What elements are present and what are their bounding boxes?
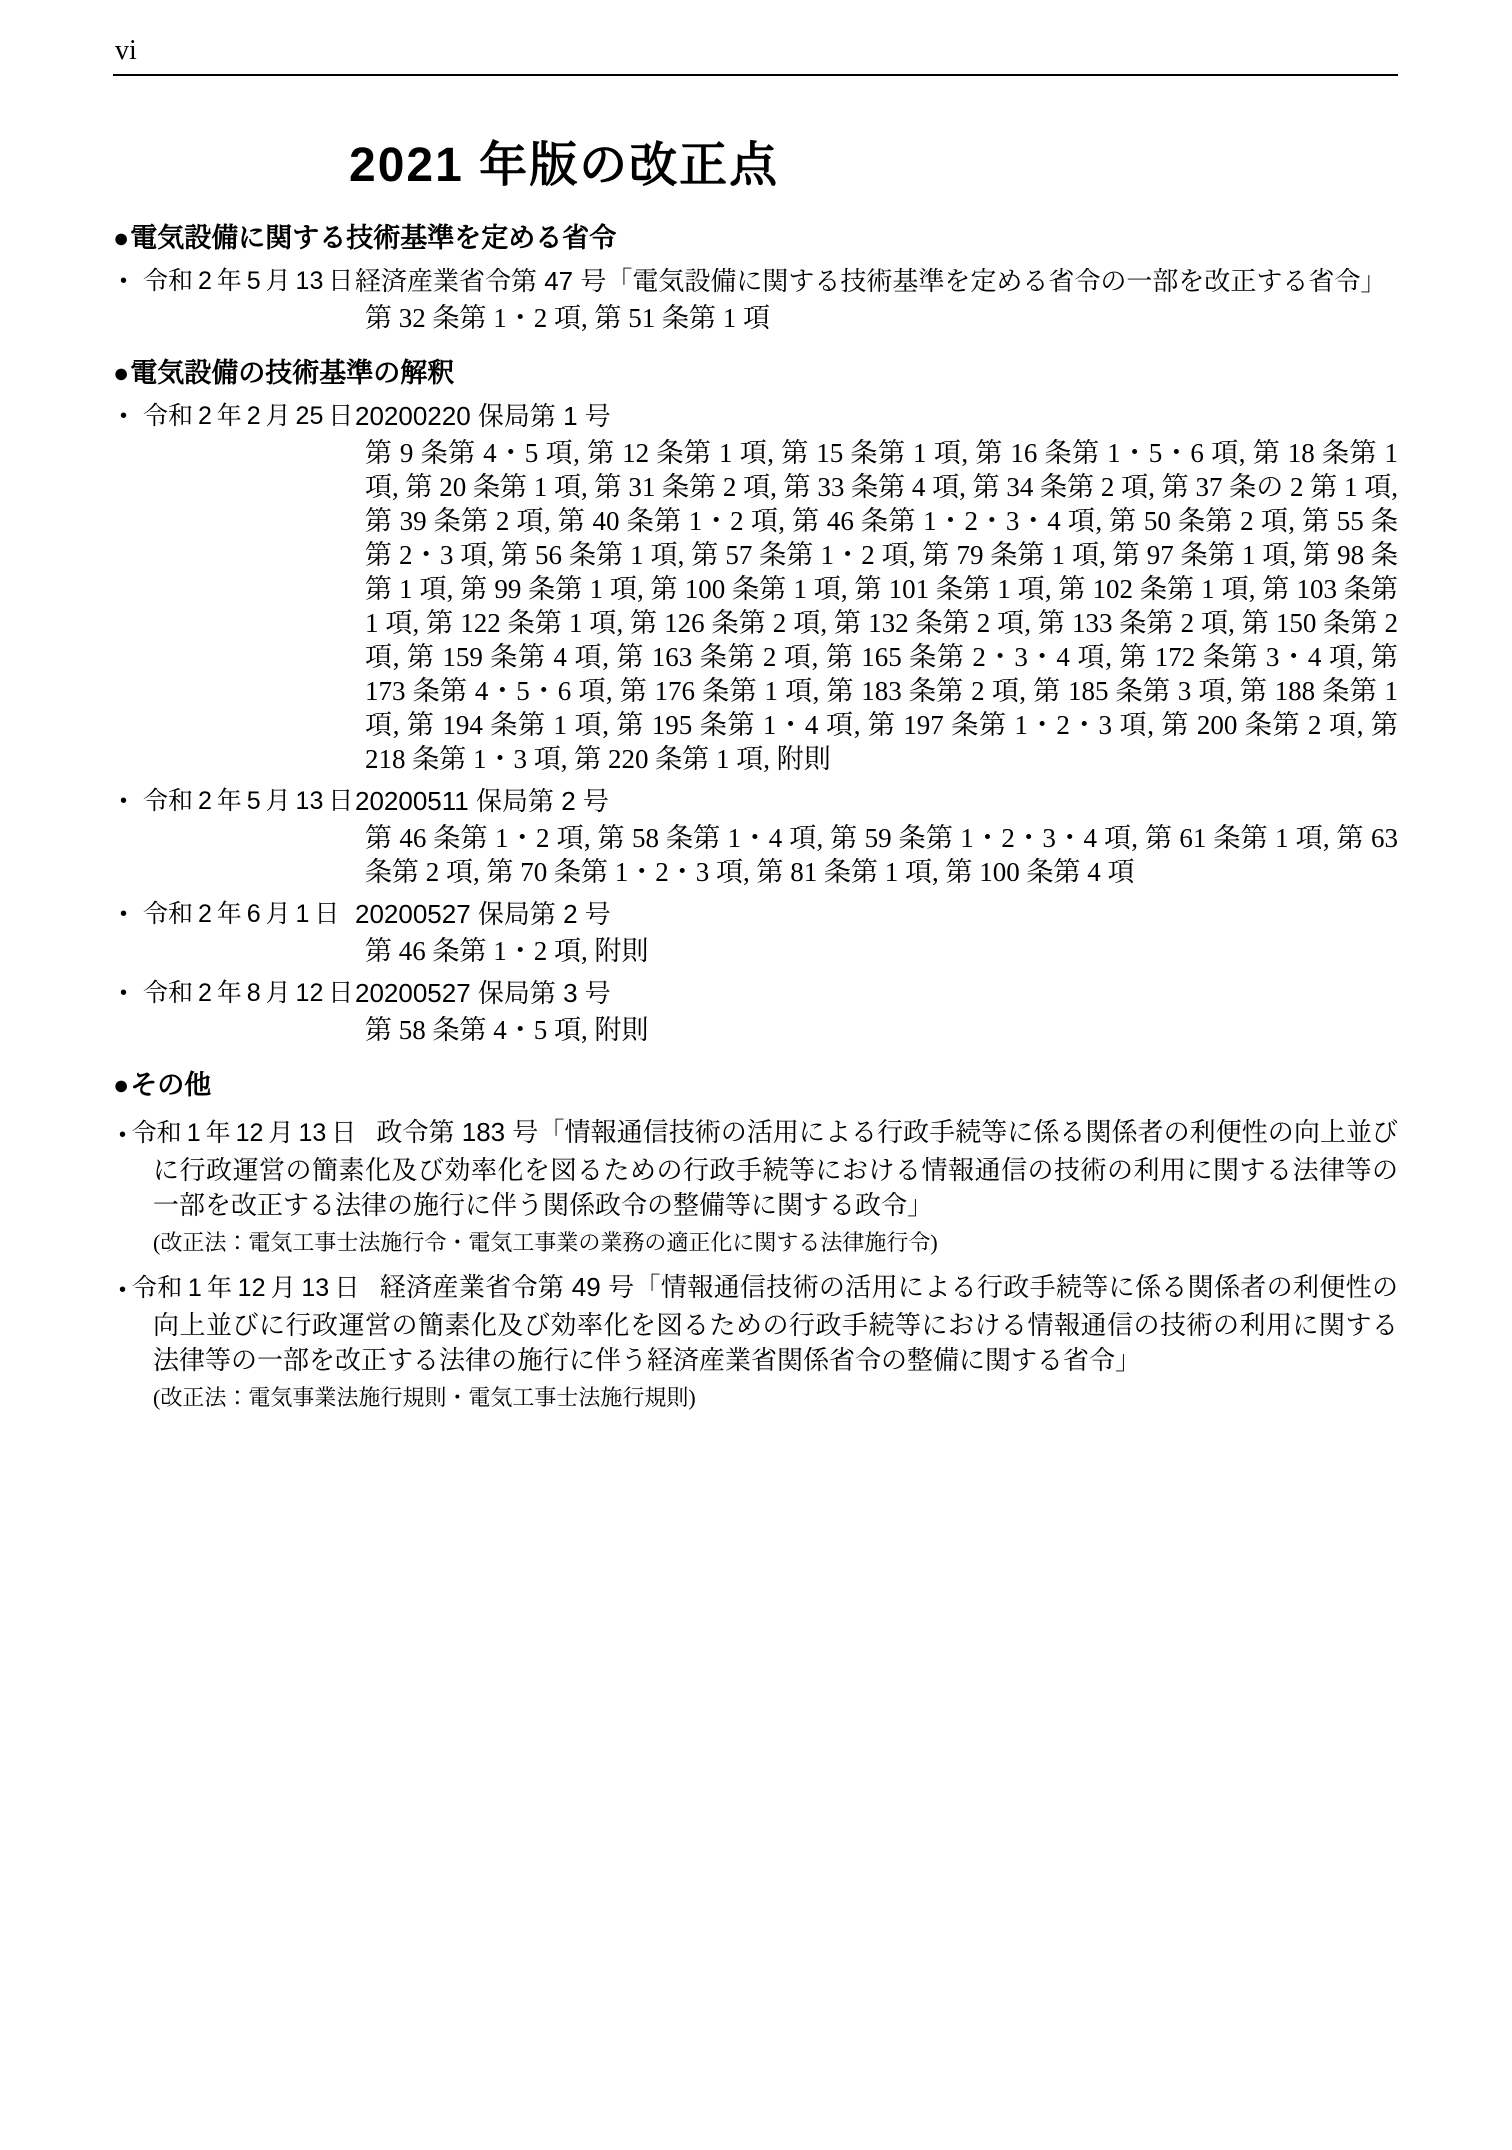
revision-item [113,976,1398,1010]
item-body: 20200220 保局第 1 号 [355,401,611,431]
section-heading-text: その他 [130,1070,212,1100]
item-body: 経済産業省令第 49 号「情報通信技術の活用による行政手続等に係る関係者の利便性の向上並びに行政運営の簡素化及び効率化を図るための行政手続等における情報通信の技術の利用に関する法律等の一部を改正する法律の施行に伴う経済産業省関係省令の整備に関する省令」 [153,1272,1398,1375]
revision-item [113,399,1398,433]
item-body: 20200527 保局第 3 号 [355,978,611,1008]
revision-item [113,784,1398,818]
item-details: 第 9 条第 4・5 項, 第 12 条第 1 項, 第 15 条第 1 項, 第 16 条第 1・5・6 項, 第 18 条第 1 項, 第 20 条第 1 項, 第 31 条第 2 項, 第 33 条第 4 項, 第 34 条第 2 項, 第 37 条の 2 第 1 項, 第 39 条第 2 項, 第 40 条第 1・2 項, 第 46 条第 1・2・3・4 項, 第 50 条第 2 項, 第 55 条第 2・3 項, 第 56 条第 1 項, 第 57 条第 1・2 項, 第 79 条第 1 項, 第 97 条第 1 項, 第 98 条第 1 項, 第 99 条第 1 項, 第 100 条第 1 項, 第 101 条第 1 項, 第 102 条第 1 項, 第 103 条第 1 項, 第 122 条第 1 項, 第 126 条第 2 項, 第 132 条第 2 項, 第 133 条第 2 項, 第 150 条第 2 項, 第 159 条第 4 項, 第 163 条第 2 項, 第 165 条第 2・3・4 項, 第 172 条第 3・4 項, 第 173 条第 4・5・6 項, 第 176 条第 1 項, 第 183 条第 2 項, 第 185 条第 3 項, 第 188 条第 1 項, 第 194 条第 1 項, 第 195 条第 1・4 項, 第 197 条第 1・2・3 項, 第 200 条第 2 項, 第 218 条第 1・3 項, 第 220 条第 1 項, 附則 [365,438,1398,774]
section-heading [113,1067,1398,1103]
section [113,220,1398,335]
section-bullet-icon: ● [113,1070,130,1100]
item-date: 令和 2 年 6 月 1 日 [143,900,340,928]
page-number: vi [115,35,137,66]
header-rule [113,74,1398,76]
item-body: 政令第 183 号「情報通信技術の活用による行政手続等に係る関係者の利便性の向上並びに行政運営の簡素化及び効率化を図るための行政手続等における情報通信の技術の利用に関する法律等の一部を改正する法律の施行に伴う関係政令の整備等に関する政令」 [153,1117,1398,1220]
section-heading-text: 電気設備に関する技術基準を定める省令 [130,223,617,253]
page-title: 2021 年版の改正点 [349,139,780,192]
item-details: 第 46 条第 1・2 項, 附則 [365,936,649,966]
item-bullet-icon: • [119,1279,132,1301]
item-bullet-icon: • [120,405,128,427]
item-date: 令和 1 年 12 月 13 日 [131,1119,357,1147]
section-heading [113,220,1398,256]
revision-item [113,264,1398,298]
item-bullet-icon: • [120,270,128,292]
revision-item [113,1115,1398,1223]
section-heading-text: 電気設備の技術基準の解釈 [130,358,455,388]
revision-item [113,1270,1398,1378]
section [113,1067,1398,1413]
item-bullet-icon: • [120,982,128,1004]
item-note: (改正法：電気工事士法施行令・電気工事業の業務の適正化に関する法律施行令) [153,1230,938,1255]
item-bullet-icon: • [120,790,128,812]
item-bullet-icon: • [119,1124,132,1146]
section-bullet-icon: ● [113,358,130,388]
section-heading [113,355,1398,391]
item-date: 令和 2 年 5 月 13 日 [143,267,354,295]
item-body: 20200527 保局第 2 号 [355,899,611,929]
item-details: 第 58 条第 4・5 項, 附則 [365,1015,649,1045]
section [113,355,1398,1047]
section-bullet-icon: ● [113,223,130,253]
item-details: 第 32 条第 1・2 項, 第 51 条第 1 項 [365,303,770,333]
item-note: (改正法：電気事業法施行規則・電気工事士法施行規則) [153,1385,696,1410]
item-date: 令和 1 年 12 月 13 日 [131,1274,360,1302]
item-date: 令和 2 年 8 月 12 日 [143,979,354,1007]
revision-item [113,897,1398,931]
revision-sections [113,220,1398,1413]
item-body: 経済産業省令第 47 号「電気設備に関する技術基準を定める省令の一部を改正する省令」 [355,266,1387,296]
item-details: 第 46 条第 1・2 項, 第 58 条第 1・4 項, 第 59 条第 1・2・3・4 項, 第 61 条第 1 項, 第 63 条第 2 項, 第 70 条第 1・2・3 項, 第 81 条第 1 項, 第 100 条第 4 項 [365,823,1398,887]
item-body: 20200511 保局第 2 号 [355,786,609,816]
item-date: 令和 2 年 2 月 25 日 [143,402,354,430]
item-date: 令和 2 年 5 月 13 日 [143,787,354,815]
item-bullet-icon: • [120,903,128,925]
